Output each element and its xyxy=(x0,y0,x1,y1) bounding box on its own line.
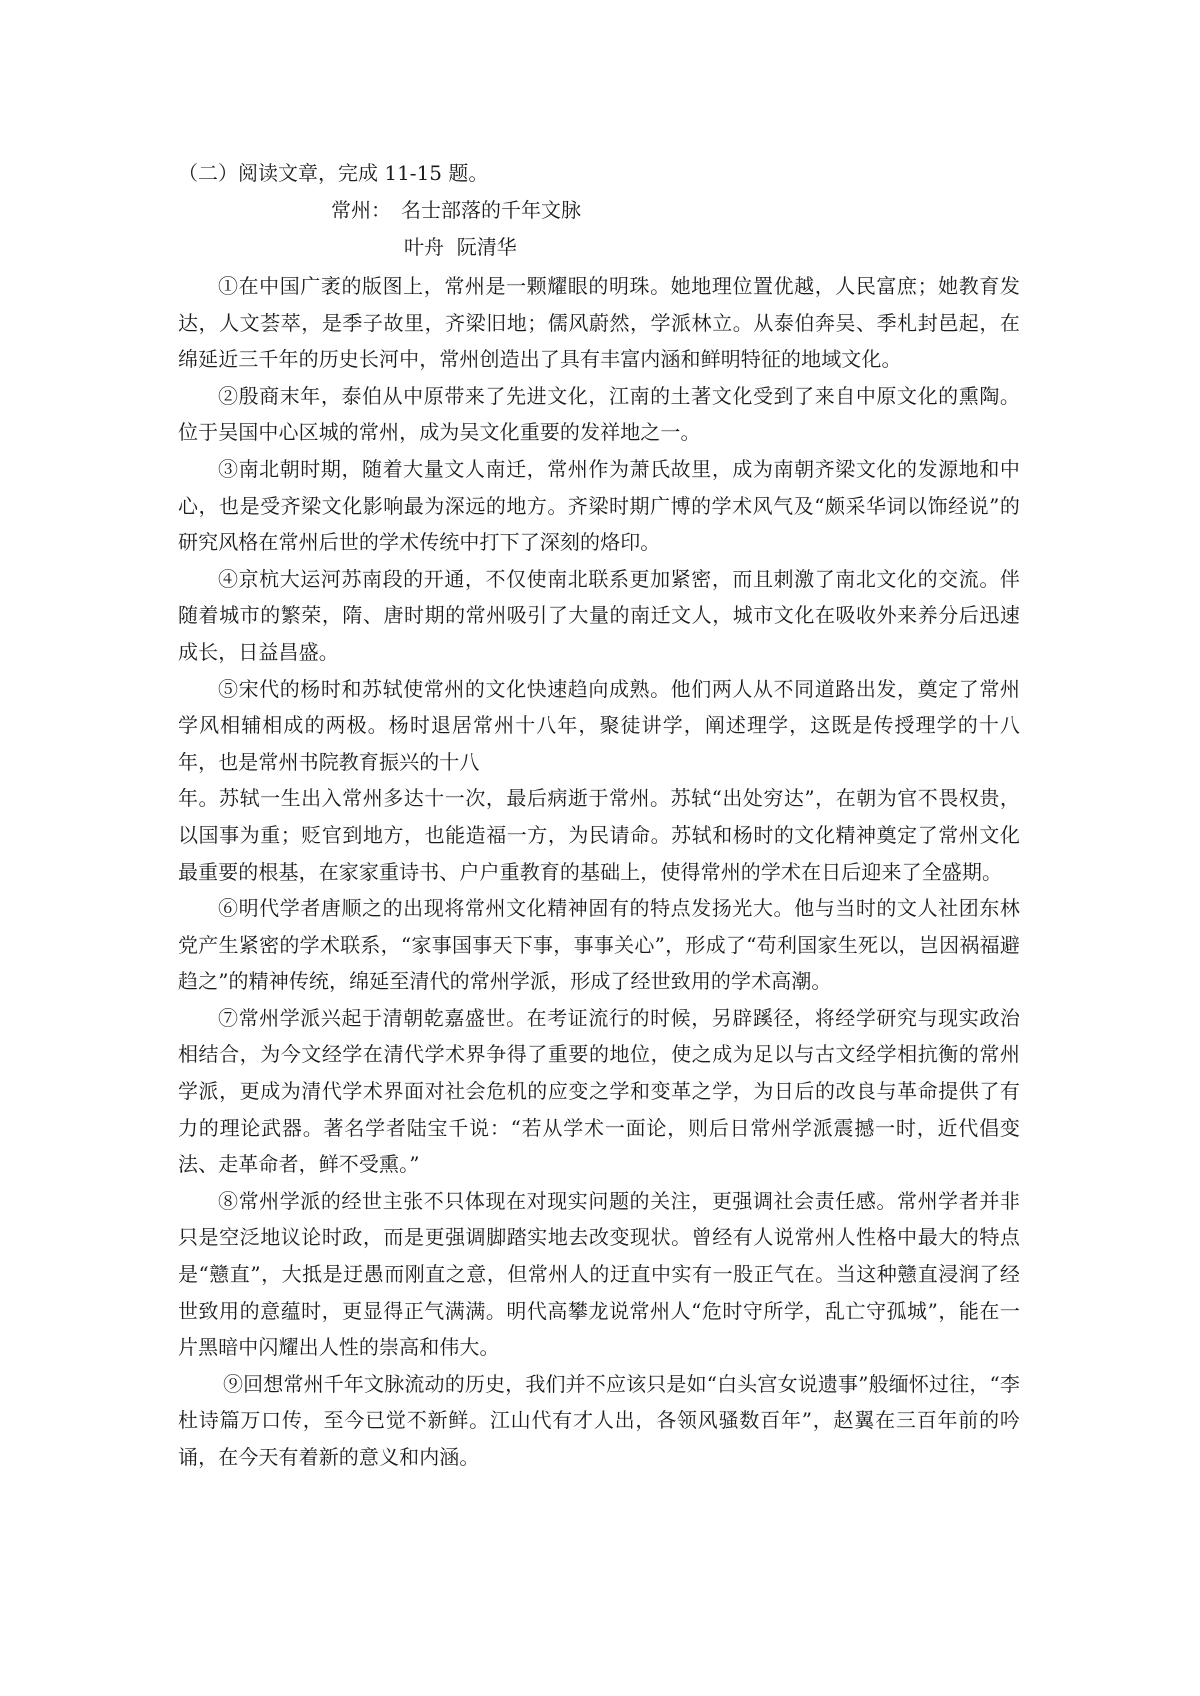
paragraph-6: ⑥明代学者唐顺之的出现将常州文化精神固有的特点发扬光大。他与当时的文人社团东林党产生紧密的学术联系，“家事国事天下事，事事关心”，形成了“苟利国家生死以，岂因祸福避趋之”的精神传统，绵延至清代的常州学派，形成了经世致用的学术高潮。 xyxy=(178,896,1020,994)
paragraph-5: ⑤宋代的杨时和苏轼使常州的文化快速趋向成熟。他们两人从不同道路出发，奠定了常州学风相辅相成的两极。杨时退居常州十八年，聚徒讲学，阐述理学，这既是传授理学的十八年，也是常州书院教育振兴的十八 xyxy=(178,676,1020,774)
paragraph-4: ④京杭大运河苏南段的开通，不仅使南北联系更加紧密，而且刺激了南北文化的交流。伴随着城市的繁荣，隋、唐时期的常州吸引了大量的南迁文人，城市文化在吸收外来养分后迅速成长，日益昌盛。 xyxy=(178,566,1020,664)
paragraph-9: ⑨回想常州千年文脉流动的历史，我们并不应该只是如“白头宫女说遗事”般缅怀过往，“李杜诗篇万口传，至今已觉不新鲜。江山代有才人出，各领风骚数百年”，赵翼在三百年前的吟诵，在今天有着新的意义和内涵。 xyxy=(178,1371,1020,1469)
paragraph-7: ⑦常州学派兴起于清朝乾嘉盛世。在考证流行的时候，另辟蹊径，将经学研究与现实政治相结合，为今文经学在清代学术界争得了重要的地位，使之成为足以与古文经学相抗衡的常州学派，更成为清代学术界面对社会危机的应变之学和变革之学，为日后的改良与革命提供了有力的理论武器。著名学者陆宝千说：“若从学术一面论，则后日常州学派震撼一时，近代倡变法、走革命者，鲜不受熏。” xyxy=(178,1005,1020,1177)
paragraph-1: ①在中国广袤的版图上，常州是一颗耀眼的明珠。她地理位置优越，人民富庶；她教育发达，人文荟萃，是季子故里，齐梁旧地；儒风蔚然，学派林立。从泰伯奔吴、季札封邑起，在绵延近三千年的历史长河中，常州创造出了具有丰富内涵和鲜明特征的地域文化。 xyxy=(178,274,1020,372)
paragraph-3: ③南北朝时期，随着大量文人南迁，常州作为萧氏故里，成为南朝齐梁文化的发源地和中心，也是受齐梁文化影响最为深远的地方。齐梁时期广博的学术风气及“颇采华词以饰经说”的研究风格在常州后世的学术传统中打下了深刻的烙印。 xyxy=(178,456,1020,555)
article-author: 叶舟 阮清华 xyxy=(404,235,517,259)
paragraph-2: ②殷商末年，泰伯从中原带来了先进文化，江南的土著文化受到了来自中原文化的熏陶。位于吴国中心区城的常州，成为吴文化重要的发祥地之一。 xyxy=(178,383,1020,445)
article-title: 常州： 名士部落的千年文脉 xyxy=(331,198,581,222)
article-body xyxy=(178,268,1020,1476)
section-heading: （二）阅读文章，完成 11-15 题。 xyxy=(178,161,489,185)
paragraph-8: ⑧常州学派的经世主张不只体现在对现实问题的关注，更强调社会责任感。常州学者并非只是空泛地议论时政，而是更强调脚踏实地去改变现状。曾经有人说常州人性格中最大的特点是“戆直”，大抵是迂愚而刚直之意，但常州人的迂直中实有一股正气在。当这种戆直浸润了经世致用的意蕴时，更显得正气满满。明代高攀龙说常州人“危时守所学，乱亡守孤城”，能在一片黑暗中闪耀出人性的崇高和伟大。 xyxy=(178,1188,1020,1360)
paragraph-5-continued: 年。苏轼一生出入常州多达十一次，最后病逝于常州。苏轼“出处穷达”，在朝为官不畏权贵，以国事为重；贬官到地方，也能造福一方，为民请命。苏轼和杨时的文化精神奠定了常州文化最重要的根基，在家家重诗书、户户重教育的基础上，使得常州的学术在日后迎来了全盛期。 xyxy=(178,786,1020,884)
